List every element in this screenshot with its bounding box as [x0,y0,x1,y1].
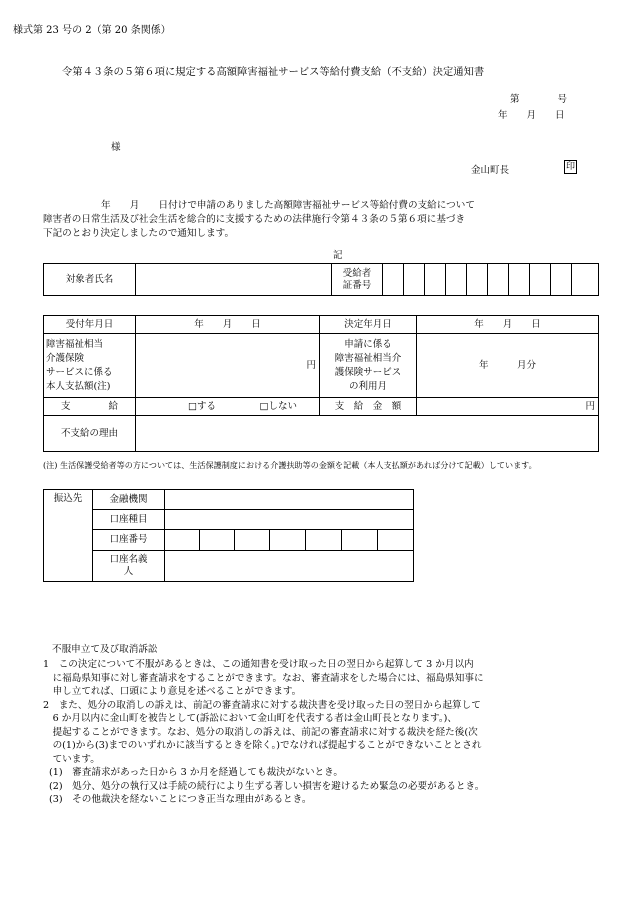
appeal-line: 1 この決定について不服があるときは、この通知書を受け取った日の翌日から起算して 3 か月以内 [43,659,474,670]
payment-label: 支 給 [44,398,136,416]
form-number: 様式第 23 号の 2（第 20 条関係） [13,25,171,36]
appeal-line: 6 か月以内に金山町を被告として(訴訟において金山町を代表する者は金山町長となります。)、 [43,713,458,724]
appeal-line: 2 また、処分の取消しの訴えは、前記の審査請求に対する裁決書を受け取った日の翌日から起算して [43,699,481,711]
account-digit[interactable] [200,530,235,551]
recipient-digit[interactable] [530,264,551,296]
appeal-heading: 不服申立て及び取消訴訟 [52,644,158,655]
burden-amount-field[interactable] [136,334,320,398]
seal-text: 印 [565,162,575,172]
account-number-label: 口座番号 [93,530,165,551]
appeal-item: (2) 処分、処分の執行又は手続の続行により生ずる著しい損害を避けるため緊急の必要があるとき。 [49,780,485,792]
account-digit[interactable] [306,530,342,551]
burden-label: 障害福祉相当 介護保険 サービスに係る 本人支払額(注) [44,334,136,398]
recipient-number-label: 受給者 証番号 [332,264,383,296]
payment-options [136,398,320,416]
recipient-table [43,263,599,296]
recipient-digit[interactable] [404,264,425,296]
recipient-digit[interactable] [383,264,404,296]
recipient-digit[interactable] [572,264,599,296]
appeal-line: ています。 [43,753,100,765]
account-digit[interactable] [235,530,270,551]
footnote: (注) 生活保護受給者等の方については、生活保護制度における介護扶助等の金額を記載（本人支払額があれば分けて記載）しています。 [43,460,537,470]
account-type-label: 口座種目 [93,510,165,530]
issuer-name: 金山町長 [471,165,510,176]
received-date-value[interactable]: 年 月 日 [136,316,320,334]
account-type-field[interactable] [165,510,414,530]
account-digit[interactable] [165,530,200,551]
addressee-suffix: 様 [111,142,121,153]
decision-date-value[interactable]: 年 月 日 [417,316,599,334]
body-line-1: 年 月 日付けで申請のありました高額障害福祉サービス等給付費の支給について [101,200,475,211]
document-number: 第 号 [510,94,568,105]
appeal-item: (1) 審査請求があった日から 3 か月を経過しても裁決がないとき。 [49,767,343,778]
bank-table [43,489,414,582]
target-name-label: 対象者氏名 [44,264,136,296]
usage-month-label: 申請に係る 障害福祉相当介 護保険サービス の利用月 [320,334,417,398]
account-digit[interactable] [378,530,414,551]
yen-unit: 円 [306,359,317,371]
issue-date: 年 月 日 [498,110,565,121]
recipient-digit[interactable] [446,264,467,296]
appeal-text [43,658,484,807]
recipient-digit[interactable] [425,264,446,296]
recipient-digit[interactable] [551,264,572,296]
recipient-digit[interactable] [488,264,509,296]
rejection-reason-field[interactable] [136,416,599,452]
usage-month-value[interactable]: 年 月分 [417,334,599,398]
appeal-line: 提起することができます。なお、処分の取消しの訴えは、前記の審査請求に対する裁決を経た後(次 [43,726,478,738]
recipient-digit[interactable] [509,264,530,296]
ki-mark: 記 [333,250,343,261]
institution-label: 金融機関 [93,490,165,510]
body-line-2: 障害者の日常生活及び社会生活を総合的に支援するための法律施行令第４３条の５第６項に基づき [43,214,466,225]
appeal-item: (3) その他裁決を経ないことにつき正当な理由があるとき。 [49,794,312,805]
institution-field[interactable] [165,490,414,510]
recipient-digit[interactable] [467,264,488,296]
appeal-line: の(1)から(3)までのいずれかに該当するときを除く。)でなければ提起することができないこととされ [43,740,482,751]
appeal-line: に福島県知事に対し審査請求をすることができます。なお、審査請求をした場合には、福島県知事に [43,672,484,684]
document-title: 令第４３条の５第６項に規定する高額障害福祉サービス等給付費支給（不支給）決定通知書 [62,66,485,78]
rejection-reason-label: 不支給の理由 [44,416,136,452]
received-date-label: 受付年月日 [44,316,136,334]
payment-amount-label: 支 給 金 額 [320,398,417,416]
account-digit[interactable] [270,530,306,551]
decision-table [43,315,599,452]
pay-checkbox[interactable]: □する [188,400,216,412]
seal-mark [564,160,577,174]
yen-unit: 円 [585,400,596,412]
target-name-field[interactable] [136,264,332,296]
decision-date-label: 決定年月日 [320,316,417,334]
account-holder-field[interactable] [165,551,414,582]
transfer-label: 振込先 [44,490,93,582]
account-digit[interactable] [342,530,378,551]
appeal-line: 申し立てれば、口頭により意見を述べることができます。 [43,686,302,697]
payment-amount-field[interactable] [417,398,599,416]
account-holder-label: 口座名義 人 [93,551,165,582]
no-pay-checkbox[interactable]: □しない [259,400,298,412]
body-line-3: 下記のとおり決定しましたので通知します。 [43,228,235,239]
